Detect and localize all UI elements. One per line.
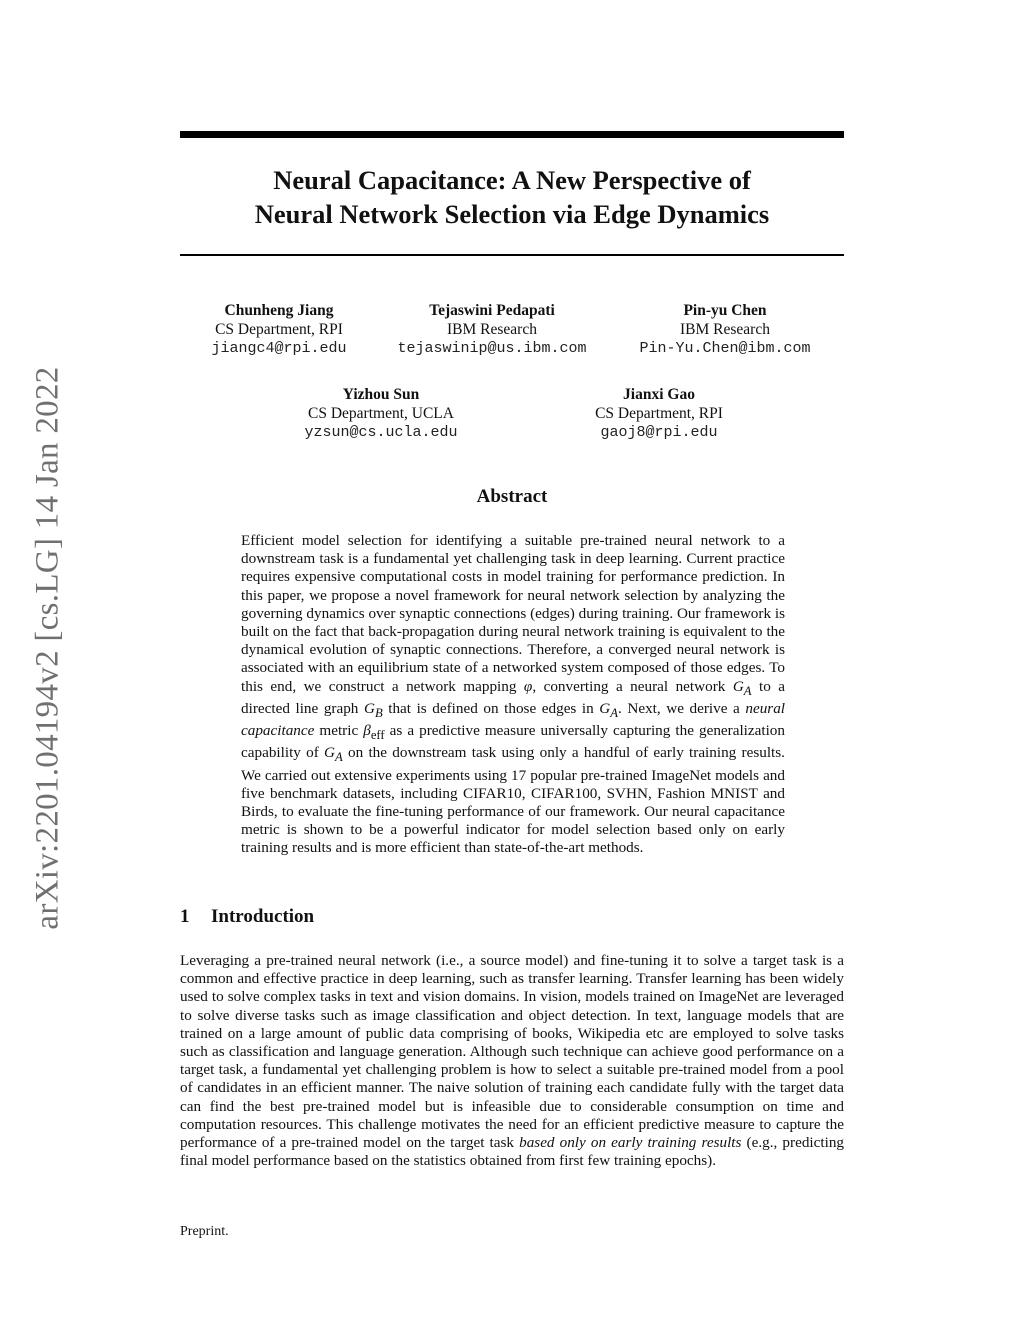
author-affiliation: CS Department, RPI [595, 405, 723, 422]
abstract-text: . Next, we derive a [618, 699, 746, 717]
author-email: jiangc4@rpi.edu [211, 340, 347, 357]
abstract-text: , converting a neural network [532, 677, 733, 695]
math-g: G [324, 744, 336, 762]
footer-note: Preprint. [180, 1224, 229, 1239]
author-affiliation: CS Department, RPI [215, 321, 343, 338]
abstract-text: to a directed line graph [241, 677, 786, 717]
title-bottom-rule [180, 254, 844, 256]
introduction-paragraph [180, 952, 844, 1170]
math-subscript: A [335, 750, 343, 765]
abstract-text: on the downstream task using only a handful of early training results. We carried out extensive experiments using 17 popular pre-trained ImageNet models and five benchmark datasets, including CIFAR10, CIFAR100, SVHN, Fashion MNIST and Birds, to evaluate the fine-tuning performance of our framework. Our neural capacitance metric is shown to be a powerful indicator for model selection based only on early training results and is more efficient than state-of-the-art methods. [241, 744, 785, 857]
section-title: Introduction [211, 906, 315, 927]
author-affiliation: CS Department, UCLA [308, 405, 454, 422]
intro-text: Leveraging a pre-trained neural network (i.e., a source model) and fine-tuning it to solve a target task is a common and effective practice in deep learning, such as transfer learning. Transfer learning has been widely used to solve complex tasks in text and vision domains. In vision, models trained on ImageNet are leveraged to solve diverse tasks such as image classification and object detection. In text, language models that are trained on a large amount of public data comprising of books, Wikipedia etc are employed to solve tasks such as classification and language generation. Although such technique can achieve good performance on a target task, a fundamental yet challenging problem is how to select a suitable pre-trained model from a pool of candidates in an efficient manner. The naive solution of training each candidate fully with the target data can find the best pre-trained model but is infeasible due to considerable consumption on time and computation resources. This challenge motivates the need for an efficient predictive measure to capture the performance of a pre-trained model on the target task [180, 952, 844, 1152]
author-name: Pin-yu Chen [683, 302, 767, 319]
emphasis-text: based only on early training results [519, 1134, 742, 1152]
author-block [595, 385, 723, 442]
author-block [304, 385, 457, 442]
title-line-1: Neural Capacitance: A New Perspective of [273, 165, 751, 195]
author-email: tejaswinip@us.ibm.com [397, 340, 587, 357]
author-name: Jianxi Gao [623, 386, 695, 403]
math-g: G [363, 699, 375, 717]
emphasis-text: neural capacitance [241, 699, 786, 740]
math-subscript: A [610, 705, 618, 720]
section-heading-introduction [180, 906, 314, 928]
author-block [397, 301, 586, 358]
abstract-text: Efficient model selection for identifying a suitable pre-trained neural network to a downstream task is a fundamental yet challenging task in deep learning. Current practice requires expensive computational costs in model training for performance prediction. In this paper, we propose a novel framework for neural network selection by analyzing the governing dynamics over synaptic connections (edges) during training. Our framework is built on the fact that back-propagation during neural network training is equivalent to the dynamical evolution of synaptic connections. Therefore, a converged neural network is associated with an equilibrium state of a networked system composed of those edges. To this end, we construct a network mapping [241, 532, 785, 695]
math-beta: β [363, 722, 371, 740]
author-name: Yizhou Sun [342, 386, 420, 403]
math-phi: φ [523, 677, 533, 695]
author-email: Pin-Yu.Chen@ibm.com [639, 340, 811, 357]
author-block [211, 301, 346, 358]
math-g: G [732, 677, 744, 695]
math-g: G [599, 699, 611, 717]
author-affiliation: IBM Research [680, 321, 770, 338]
math-subscript: A [743, 683, 752, 698]
author-name: Chunheng Jiang [224, 302, 334, 319]
abstract-heading: Abstract [476, 486, 548, 507]
abstract-paragraph [241, 532, 785, 858]
author-email: gaoj8@rpi.edu [600, 424, 718, 441]
paper-title [180, 163, 844, 231]
abstract-text: as a predictive measure universally capturing the generalization capability of [241, 722, 785, 762]
author-block [639, 301, 810, 358]
section-number: 1 [180, 906, 190, 927]
arxiv-identifier-stamp: arXiv:2201.04194v2 [cs.LG] 14 Jan 2022 [29, 366, 66, 930]
math-subscript: eff [370, 728, 385, 743]
abstract-text: that is defined on those edges in [382, 699, 600, 717]
author-name: Tejaswini Pedapati [429, 302, 555, 319]
author-affiliation: IBM Research [447, 321, 537, 338]
author-email: yzsun@cs.ucla.edu [304, 424, 458, 441]
title-line-2: Neural Network Selection via Edge Dynamics [254, 199, 770, 229]
intro-text: (e.g., predicting final model performance based on the statistics obtained from first few training epochs). [180, 1134, 845, 1170]
title-top-rule [180, 131, 844, 138]
math-subscript: B [374, 705, 383, 720]
abstract-text: metric [314, 722, 364, 740]
